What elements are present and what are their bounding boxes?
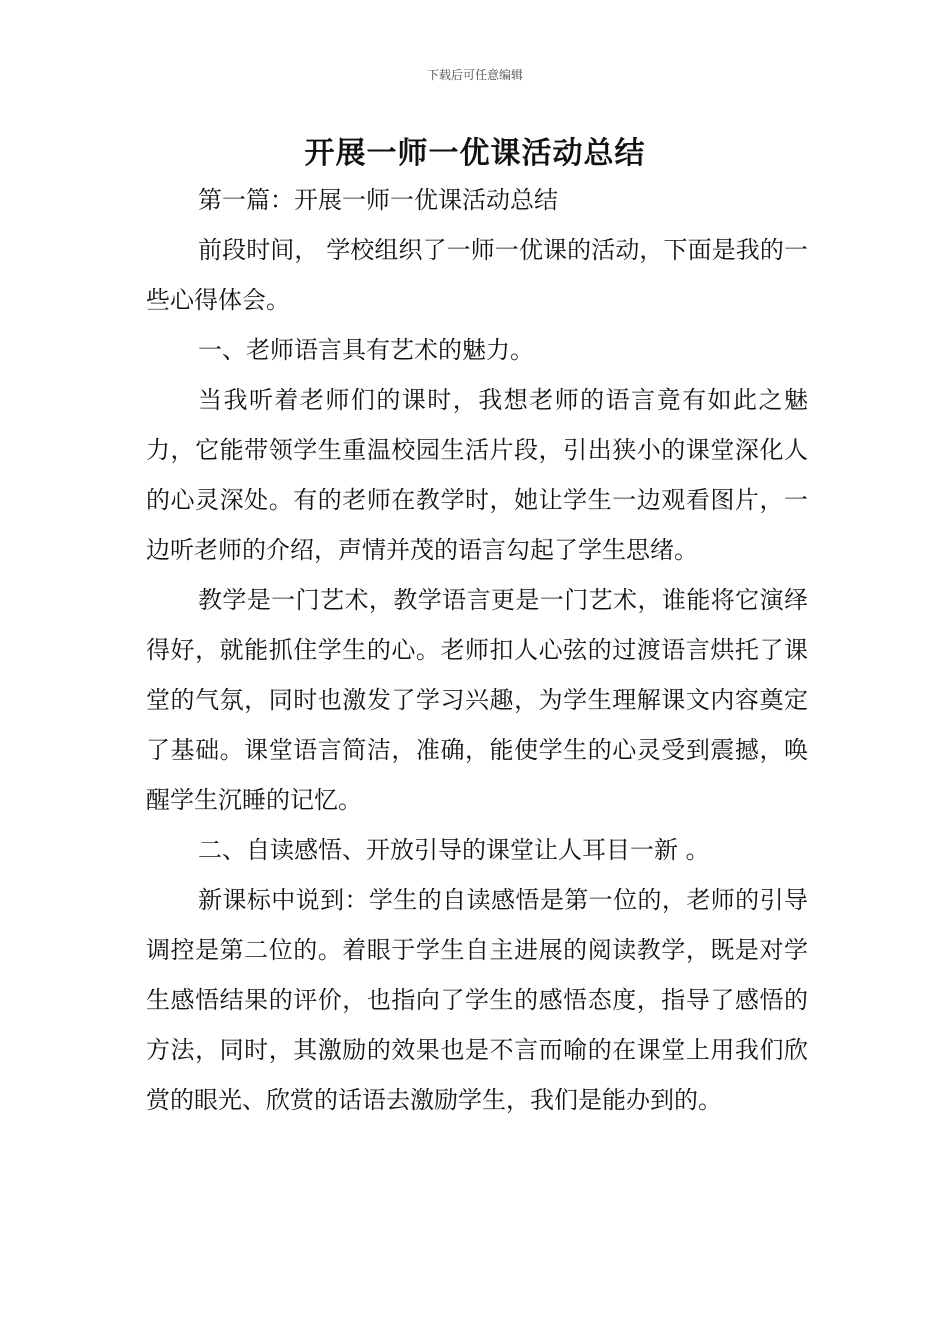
intro-paragraph: 前段时间， 学校组织了一师一优课的活动，下面是我的一些心得体会。: [146, 236, 808, 314]
body-paragraph: 当我听着老师们的课时，我想老师的语言竟有如此之魅力，它能带领学生重温校园生活片段，引出狭小的课堂深化人的心灵深处。有的老师在教学时，她让学生一边观看图片，一边听老师的介绍，声情并茂的语言勾起了学生思绪。: [146, 386, 808, 564]
section-heading-2: 二、自读感悟、开放引导的课堂让人耳目一新 。: [198, 836, 710, 864]
document-title: 开展一师一优课活动总结: [304, 136, 646, 171]
document-body: [146, 175, 808, 1125]
body-paragraph: 教学是一门艺术，教学语言更是一门艺术，谁能将它演绎得好，就能抓住学生的心。老师扣人心弦的过渡语言烘托了课堂的气氛，同时也激发了学习兴趣，为学生理解课文内容奠定了基础。课堂语言简洁，准确，能使学生的心灵受到震撼，唤醒学生沉睡的记忆。: [146, 586, 808, 814]
body-paragraph: 新课标中说到：学生的自读感悟是第一位的，老师的引导调控是第二位的。着眼于学生自主进展的阅读教学，既是对学生感悟结果的评价，也指向了学生的感悟态度，指导了感悟的方法，同时，其激励的效果也是不言而喻的在课堂上用我们欣赏的眼光、欣赏的话语去激励学生，我们是能办到的。: [146, 886, 808, 1114]
section-heading-1: 一、老师语言具有艺术的魅力。: [198, 336, 534, 364]
subtitle-paragraph: 第一篇：开展一师一优课活动总结: [198, 186, 558, 214]
header-note: 下载后可任意编辑: [426, 68, 523, 82]
